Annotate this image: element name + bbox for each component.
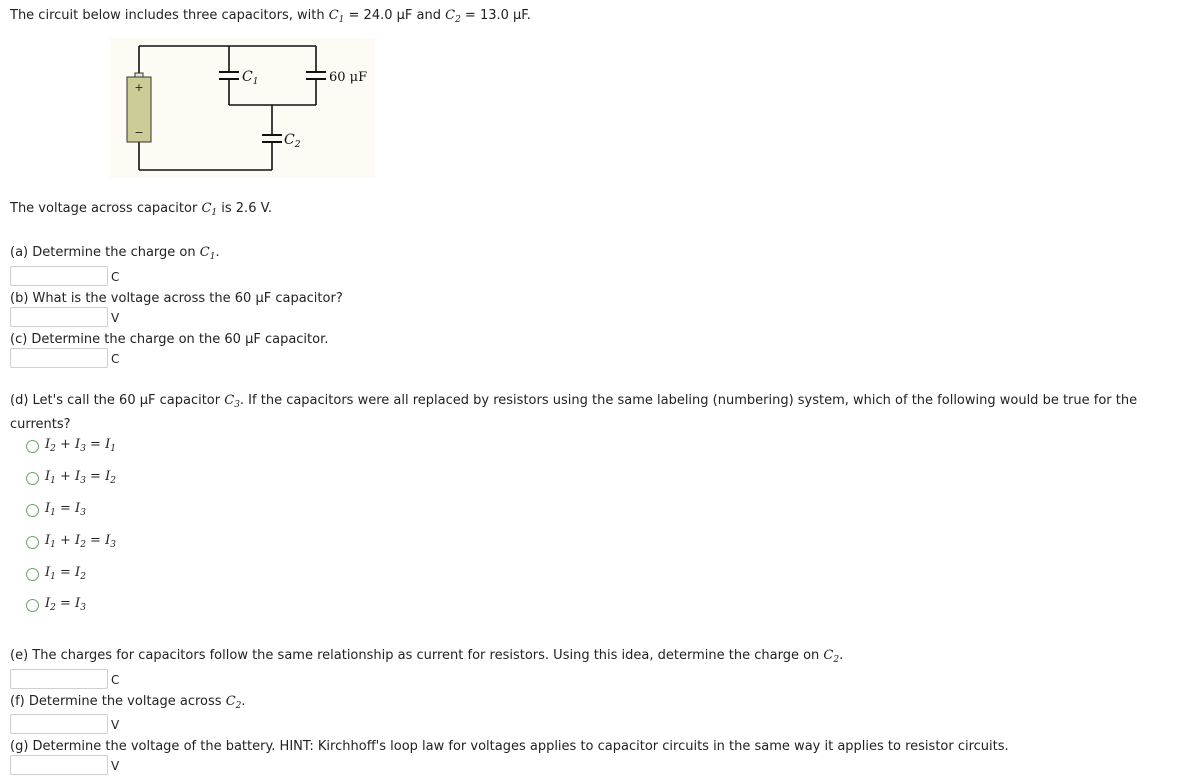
question-c: (c) Determine the charge on the 60 μF capacitor.	[10, 332, 329, 347]
question-g: (g) Determine the voltage of the battery. HINT: Kirchhoff's loop law for voltages applies to capacitor circuits in the same way it applies to resistor circuits.	[10, 739, 1009, 754]
c1-symbol: C	[328, 8, 339, 23]
question-f	[10, 694, 246, 711]
answer-b-input[interactable]	[10, 307, 108, 327]
option-label-6: $I_2 = I_3$	[45, 596, 86, 613]
question-d-symbol: C	[224, 393, 235, 408]
intro-text-a: The circuit below includes three capacitors, with	[10, 8, 329, 23]
answer-e-unit: C	[111, 673, 120, 687]
voltage-statement	[10, 201, 272, 218]
circuit-diagram	[110, 38, 375, 178]
option-label-5: $I_1 = I_2$	[45, 565, 86, 582]
question-d-subscript: 3	[234, 400, 240, 410]
option-label-3: $I_1 = I_3$	[45, 501, 86, 518]
answer-a-unit: C	[111, 270, 120, 284]
question-f-end: .	[241, 694, 246, 709]
question-d	[10, 393, 1137, 410]
answer-f-unit: V	[111, 718, 120, 732]
question-d-text-a: (d) Let's call the 60 μF capacitor	[10, 393, 225, 408]
c1-subscript: 1	[338, 15, 345, 25]
answer-g-input[interactable]	[10, 755, 108, 775]
label-60uf: 60 μF	[329, 70, 368, 85]
battery-plus: +	[134, 81, 144, 94]
question-e-symbol: C	[823, 648, 834, 663]
answer-c-unit: C	[111, 352, 120, 366]
question-f-subscript: 2	[235, 701, 242, 711]
answer-e-input[interactable]	[10, 669, 108, 689]
option-label-1: $I_2 + I_3 = I_1$	[45, 437, 116, 454]
voltage-symbol: C	[201, 201, 212, 216]
voltage-text-b: is 2.6 V.	[217, 201, 272, 216]
answer-b-unit: V	[111, 311, 120, 325]
c2-subscript: 2	[455, 15, 461, 25]
question-a-subscript: 1	[209, 252, 216, 262]
question-f-symbol: C	[225, 694, 236, 709]
option-label-2: $I_1 + I_3 = I_2$	[45, 469, 116, 486]
question-a-text: (a) Determine the charge on	[10, 245, 200, 260]
question-a-symbol: C	[199, 245, 210, 260]
question-e	[10, 648, 843, 665]
question-a	[10, 245, 220, 262]
intro-text	[10, 8, 531, 25]
circuit-svg	[110, 38, 375, 178]
option-radio-1[interactable]	[26, 440, 39, 453]
question-e-end: .	[839, 648, 844, 663]
option-radio-5[interactable]	[26, 568, 39, 581]
voltage-text-a: The voltage across capacitor	[10, 201, 202, 216]
question-e-subscript: 2	[833, 655, 840, 665]
battery-terminal	[135, 73, 143, 77]
option-radio-4[interactable]	[26, 536, 39, 549]
question-b: (b) What is the voltage across the 60 μF capacitor?	[10, 291, 343, 306]
option-radio-6[interactable]	[26, 599, 39, 612]
battery-minus: −	[134, 126, 144, 139]
question-f-text: (f) Determine the voltage across	[10, 694, 226, 709]
question-d-line2: currents?	[10, 417, 71, 432]
voltage-subscript: 1	[211, 208, 218, 218]
label-c2: $C_2$	[284, 132, 301, 150]
answer-a-input[interactable]	[10, 266, 108, 286]
option-label-4: $I_1 + I_2 = I_3$	[45, 533, 116, 550]
c2-symbol: C	[445, 8, 456, 23]
question-e-text: (e) The charges for capacitors follow the same relationship as current for resistors. Using this idea, determine the charge on	[10, 648, 824, 663]
answer-c-input[interactable]	[10, 348, 108, 368]
answer-f-input[interactable]	[10, 714, 108, 734]
option-radio-2[interactable]	[26, 472, 39, 485]
question-d-text-b: . If the capacitors were all replaced by resistors using the same labeling (numbering) system, which of the following would be true for the	[239, 393, 1138, 408]
answer-g-unit: V	[111, 759, 120, 773]
intro-text-c: = 13.0 μF.	[460, 8, 531, 23]
question-a-end: .	[215, 245, 220, 260]
label-c1: $C_1$	[242, 69, 259, 87]
intro-text-b: = 24.0 μF and	[344, 8, 446, 23]
option-radio-3[interactable]	[26, 504, 39, 517]
